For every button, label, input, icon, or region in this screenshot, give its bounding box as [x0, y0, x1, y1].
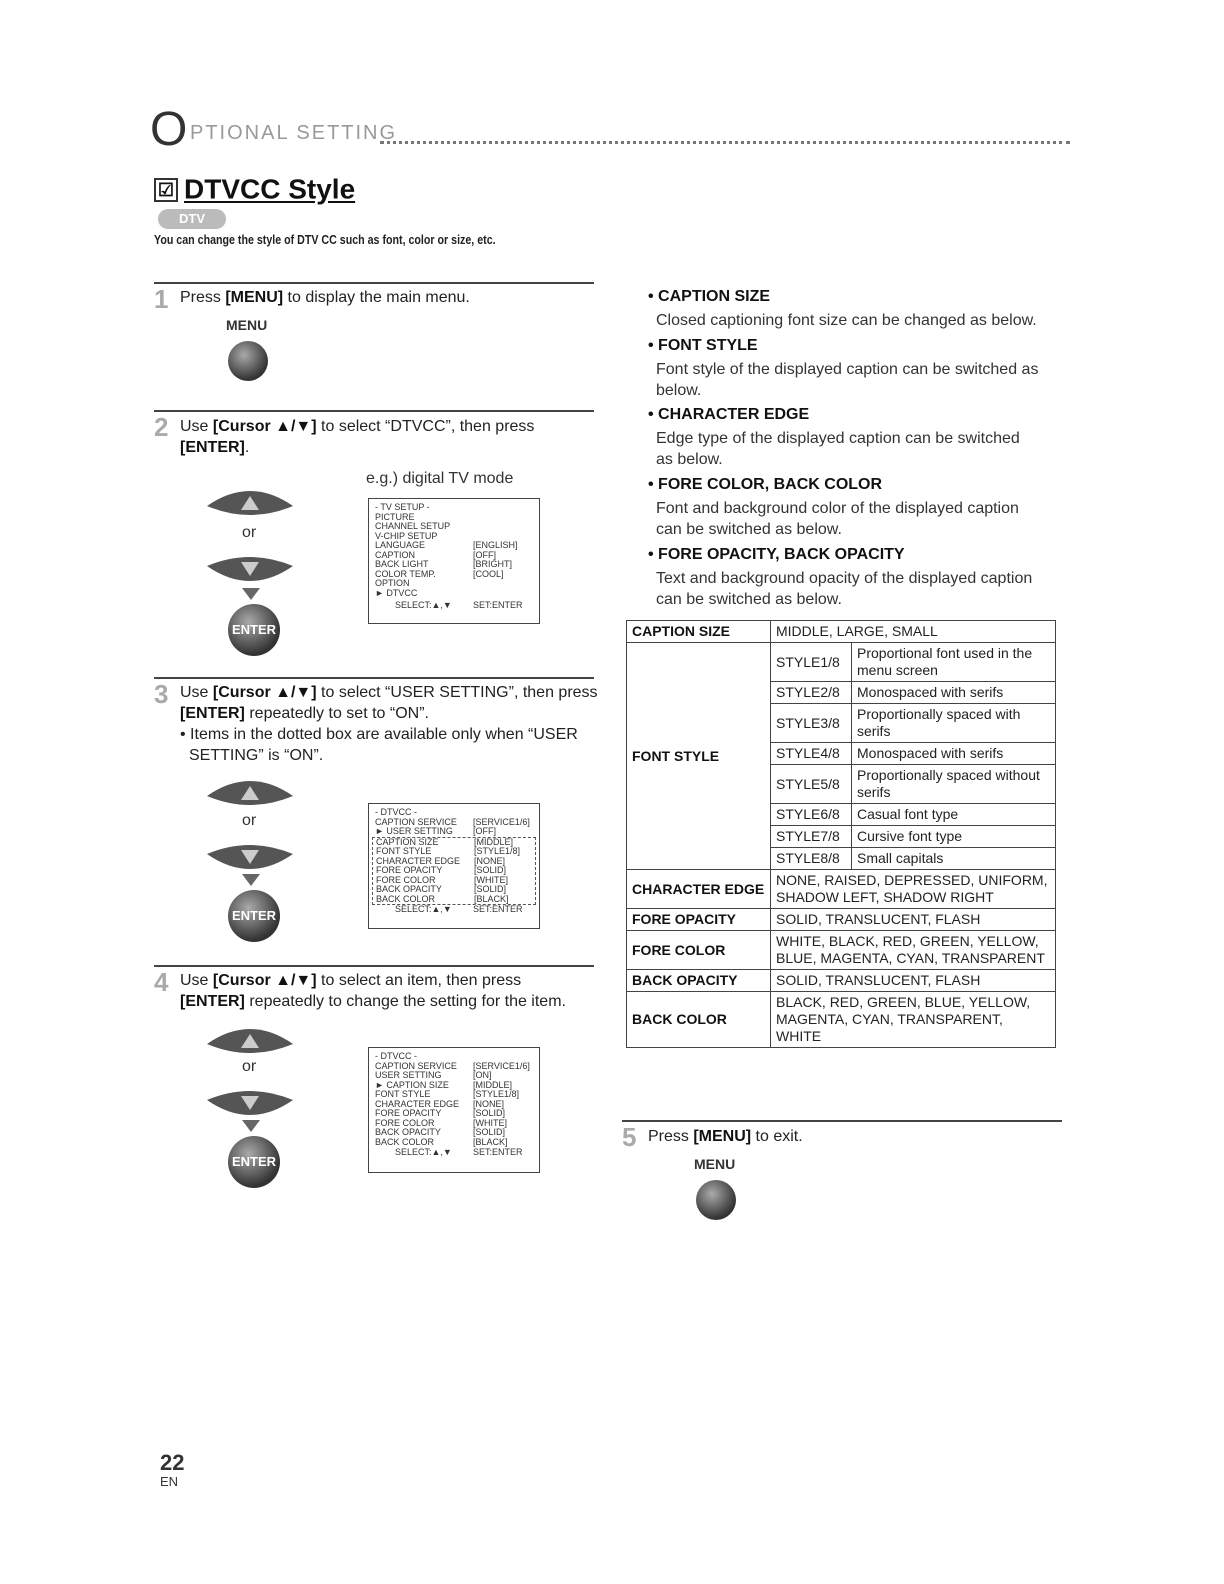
menu-row-label: CAPTION SERVICE — [375, 1060, 457, 1071]
option-heading: • FONT STYLE — [648, 337, 758, 354]
menu-row-value: [WHITE] — [473, 1117, 507, 1128]
menu-row-label: BACK OPACITY — [375, 1127, 441, 1137]
table-row — [627, 621, 1056, 643]
section-initial: O — [150, 103, 188, 156]
menu-row-value: [BLACK] — [474, 893, 509, 904]
menu-row-value: [WHITE] — [474, 874, 508, 885]
menu-row-label: FORE OPACITY — [376, 865, 443, 875]
menu-footer-set: SET:ENTER — [473, 904, 523, 914]
character-edge-values — [771, 870, 1056, 909]
intro-text: You can change the style of DTV CC such as font, color or size, etc. — [154, 232, 496, 247]
step1-menu-key: [MENU] — [225, 289, 284, 306]
step2-rule — [154, 410, 594, 412]
font-style-description: Casual font type — [852, 804, 1056, 826]
back-color-values-line1: BLACK, RED, GREEN, BLUE, YELLOW, — [776, 994, 1031, 1010]
back-color-values — [771, 992, 1056, 1048]
row-header-back-color: BACK COLOR — [627, 992, 771, 1048]
page-language: EN — [160, 1474, 179, 1489]
menu-row-label: COLOR TEMP. — [375, 568, 436, 579]
menu-row-value: [SOLID] — [473, 1108, 506, 1118]
tv-setup-menu-screen — [368, 498, 540, 624]
step5-number: 5 — [622, 1122, 637, 1152]
menu-footer — [375, 905, 533, 915]
step2-text — [180, 416, 534, 458]
step1-text-post: to display the main menu. — [283, 289, 470, 306]
font-style-code: STYLE2/8 — [771, 682, 852, 704]
menu-row-value: [MIDDLE] — [473, 1079, 513, 1090]
fore-color-values-line1: WHITE, BLACK, RED, GREEN, YELLOW, — [776, 933, 1039, 949]
menu-row-label: OPTION — [375, 578, 410, 588]
font-style-code: STYLE1/8 — [771, 643, 852, 682]
option-heading: • CAPTION SIZE — [648, 288, 771, 305]
arrow-down-icon — [242, 1120, 260, 1132]
step2-cursor-key: [Cursor ▲/▼] — [212, 418, 317, 435]
step5-text-post: to exit. — [751, 1128, 803, 1145]
menu-row-value: [OFF] — [473, 549, 496, 560]
page-number: 22 — [160, 1450, 185, 1475]
step3-line2-post: repeatedly to set to “ON”. — [244, 705, 429, 722]
fore-color-values-line2: BLUE, MAGENTA, CYAN, TRANSPARENT — [776, 950, 1045, 966]
option-description-line: can be switched as below. — [656, 521, 842, 538]
menu-row — [375, 827, 533, 837]
font-style-description: Proportional font used in the menu screen — [852, 643, 1056, 682]
menu-row-label: CHANNEL SETUP — [375, 521, 451, 531]
step1-number: 1 — [154, 284, 169, 314]
page-title-text: DTVCC Style — [184, 173, 356, 205]
dtvcc-menu-screen-on — [368, 1047, 540, 1173]
menu-footer-set: SET:ENTER — [473, 1147, 523, 1157]
back-opacity-values: SOLID, TRANSLUCENT, FLASH — [771, 970, 1056, 992]
menu-row-value: [STYLE1/8] — [474, 846, 521, 856]
step3-number: 3 — [154, 679, 169, 709]
option-description — [656, 359, 1038, 401]
enter-button-icon: ENTER — [228, 1136, 280, 1188]
row-header-caption-size: CAPTION SIZE — [627, 621, 771, 643]
menu-row-value: [ON] — [473, 1070, 492, 1080]
menu-row-label: CAPTION SERVICE — [375, 816, 457, 827]
step3-enter-key: [ENTER] — [180, 705, 245, 722]
step3-line1-post: to select “USER SETTING”, then press — [316, 684, 598, 701]
menu-row-label: BACK COLOR — [375, 1136, 435, 1147]
menu-row-value: [SOLID] — [474, 884, 507, 894]
menu-row-value: [SOLID] — [473, 1127, 506, 1137]
font-style-description: Cursive font type — [852, 826, 1056, 848]
option-description-line: Font and background color of the displayed caption — [656, 500, 1019, 517]
menu-row-label: CAPTION SIZE — [376, 836, 439, 847]
or-text: or — [242, 1058, 257, 1075]
menu-row-label: ► USER SETTING — [375, 826, 453, 836]
row-header-fore-opacity: FORE OPACITY — [627, 909, 771, 931]
menu-row-label: - DTVCC - — [375, 807, 417, 817]
step5-rule — [622, 1120, 1062, 1122]
step5-text — [648, 1126, 803, 1147]
menu-row-value: [BLACK] — [473, 1136, 508, 1147]
step4-line2-post: repeatedly to change the setting for the item. — [244, 993, 566, 1010]
step1-rule — [154, 282, 594, 284]
font-style-description: Proportionally spaced with serifs — [852, 704, 1056, 743]
menu-button-icon — [228, 341, 268, 381]
menu-row-label: FORE COLOR — [375, 1117, 435, 1128]
menu-row-label: CAPTION — [375, 549, 416, 560]
menu-row-value: [MIDDLE] — [474, 836, 514, 847]
menu-row-label: LANGUAGE — [375, 540, 426, 550]
step1-text-pre: Press — [180, 289, 226, 306]
menu-row — [376, 895, 532, 905]
or-text: or — [242, 812, 257, 829]
step2-number: 2 — [154, 412, 169, 442]
menu-row-label: CHARACTER EDGE — [375, 1098, 460, 1109]
step3-text — [180, 682, 598, 766]
menu-row-value: [BRIGHT] — [473, 559, 513, 569]
cursor-down-button-icon — [205, 832, 295, 876]
menu-button-label: MENU — [226, 317, 268, 333]
arrow-down-icon — [242, 588, 260, 600]
menu-row-label: USER SETTING — [375, 1070, 442, 1080]
section-dotted-rule — [380, 141, 1070, 144]
character-edge-values-line1: NONE, RAISED, DEPRESSED, UNIFORM, — [776, 872, 1048, 888]
dtvcc-menu-head-rows — [375, 808, 533, 837]
option-description-line: Closed captioning font size can be changed as below. — [656, 312, 1037, 329]
table-row — [627, 909, 1056, 931]
menu-row-label: FONT STYLE — [376, 846, 432, 856]
menu-footer — [375, 1148, 533, 1158]
step4-enter-key: [ENTER] — [180, 993, 245, 1010]
fore-color-values — [771, 931, 1056, 970]
step2-line1-post: to select “DTVCC”, then press — [316, 418, 535, 435]
menu-row-label: FORE OPACITY — [375, 1108, 442, 1118]
menu-row-label: - TV SETUP - — [375, 502, 430, 512]
back-color-values-line2: MAGENTA, CYAN, TRANSPARENT, WHITE — [776, 1011, 1003, 1044]
tv-setup-menu-rows — [375, 503, 533, 598]
font-style-code: STYLE6/8 — [771, 804, 852, 826]
menu-footer-select: SELECT:▲,▼ — [395, 600, 452, 610]
step2-enter-key: [ENTER] — [180, 439, 245, 456]
row-header-character-edge: CHARACTER EDGE — [627, 870, 771, 909]
menu-row-label: ► DTVCC — [375, 587, 418, 598]
option-description-line: as below. — [656, 451, 723, 468]
row-header-fore-color: FORE COLOR — [627, 931, 771, 970]
font-style-description: Monospaced with serifs — [852, 743, 1056, 765]
page-title — [154, 172, 355, 206]
menu-row-label: - DTVCC - — [375, 1051, 417, 1061]
step4-line1-post: to select an item, then press — [316, 972, 522, 989]
menu-row-label: FONT STYLE — [375, 1089, 431, 1099]
option-description — [656, 428, 1020, 470]
section-header — [150, 103, 1070, 156]
menu-row-value: [NONE] — [474, 855, 506, 866]
menu-row-label: CHARACTER EDGE — [376, 855, 461, 866]
menu-row-value: [OFF] — [473, 826, 496, 836]
step5-text-pre: Press — [648, 1128, 694, 1145]
step4-cursor-key: [Cursor ▲/▼] — [212, 972, 317, 989]
option-description — [656, 310, 1037, 331]
dotted-box-user-items — [372, 837, 536, 906]
step4-number: 4 — [154, 967, 169, 997]
step5-menu-key: [MENU] — [693, 1128, 752, 1145]
font-style-code: STYLE5/8 — [771, 765, 852, 804]
menu-row-label: BACK OPACITY — [376, 884, 442, 894]
step2-line1-pre: Use — [180, 418, 213, 435]
step3-rule — [154, 677, 594, 679]
option-description-line: Edge type of the displayed caption can be switched — [656, 430, 1020, 447]
font-style-rows — [627, 643, 1056, 870]
table-row — [627, 970, 1056, 992]
fore-opacity-values: SOLID, TRANSLUCENT, FLASH — [771, 909, 1056, 931]
cursor-down-button-icon — [205, 1078, 295, 1122]
font-style-description: Small capitals — [852, 848, 1056, 870]
font-style-code: STYLE8/8 — [771, 848, 852, 870]
dtv-badge: DTV — [158, 209, 226, 229]
option-heading: • FORE COLOR, BACK COLOR — [648, 476, 883, 493]
step3-note-line2: SETTING” is “ON”. — [189, 747, 324, 764]
dtvcc-menu-rows — [375, 1052, 533, 1147]
menu-row-value: [SOLID] — [474, 865, 507, 875]
row-header-back-opacity: BACK OPACITY — [627, 970, 771, 992]
menu-button-icon — [696, 1180, 736, 1220]
menu-row-label: ► CAPTION SIZE — [375, 1079, 449, 1090]
cursor-down-button-icon — [205, 544, 295, 588]
menu-row-value: [NONE] — [473, 1098, 505, 1109]
font-style-description: Monospaced with serifs — [852, 682, 1056, 704]
option-heading: • FORE OPACITY, BACK OPACITY — [648, 546, 905, 563]
or-text: or — [242, 524, 257, 541]
menu-row — [375, 1138, 533, 1148]
option-description — [656, 568, 1032, 610]
enter-button-icon: ENTER — [228, 890, 280, 942]
dtvcc-options-table — [626, 620, 1056, 1048]
menu-button-label: MENU — [694, 1156, 736, 1172]
row-header-font-style: FONT STYLE — [627, 643, 771, 870]
menu-footer-set: SET:ENTER — [473, 600, 523, 610]
section-title: PTIONAL SETTING — [190, 122, 398, 144]
eg-caption: e.g.) digital TV mode — [366, 470, 514, 487]
step3-cursor-key: [Cursor ▲/▼] — [212, 684, 317, 701]
step4-line1-pre: Use — [180, 972, 213, 989]
option-description-line: below. — [656, 382, 702, 399]
table-row — [627, 992, 1056, 1048]
option-description — [656, 498, 1019, 540]
font-style-code: STYLE3/8 — [771, 704, 852, 743]
cursor-up-button-icon — [205, 484, 295, 528]
menu-row-label: BACK COLOR — [376, 893, 436, 904]
font-style-code: STYLE7/8 — [771, 826, 852, 848]
menu-row-label: FORE COLOR — [376, 874, 436, 885]
step2-line2-post: . — [244, 439, 250, 456]
enter-button-icon: ENTER — [228, 604, 280, 656]
menu-footer-select: SELECT:▲,▼ — [395, 904, 452, 914]
menu-row-value: [SERVICE1/6] — [473, 816, 530, 827]
checkbox-icon: ☑ — [154, 178, 178, 202]
caption-size-values: MIDDLE, LARGE, SMALL — [771, 621, 1056, 643]
table-row — [627, 870, 1056, 909]
menu-row-label: V-CHIP SETUP — [375, 530, 438, 541]
dtvcc-menu-screen-off — [368, 803, 540, 929]
menu-row — [375, 589, 533, 599]
font-style-description: Proportionally spaced without serifs — [852, 765, 1056, 804]
option-description-line: Text and background opacity of the displayed caption — [656, 570, 1033, 587]
table-row — [627, 931, 1056, 970]
step3-note-line1: • Items in the dotted box are available only when “USER — [180, 726, 578, 743]
option-heading: • CHARACTER EDGE — [648, 406, 810, 423]
step1-text — [180, 287, 470, 308]
menu-row-label: BACK LIGHT — [375, 559, 429, 569]
font-style-code: STYLE4/8 — [771, 743, 852, 765]
menu-row-label: PICTURE — [375, 511, 415, 522]
option-description-line: can be switched as below. — [656, 591, 842, 608]
step4-text — [180, 970, 566, 1012]
step3-line1-pre: Use — [180, 684, 213, 701]
option-description-line: Font style of the displayed caption can be switched as — [656, 361, 1039, 378]
menu-footer — [375, 601, 533, 611]
character-edge-values-line2: SHADOW LEFT, SHADOW RIGHT — [776, 889, 994, 905]
step4-rule — [154, 965, 594, 967]
menu-row-value: [COOL] — [473, 568, 504, 579]
menu-row-value: [STYLE1/8] — [473, 1089, 520, 1099]
menu-footer-select: SELECT:▲,▼ — [395, 1147, 452, 1157]
menu-row-value: [SERVICE1/6] — [473, 1060, 530, 1071]
arrow-down-icon — [242, 874, 260, 886]
menu-row-value: [ENGLISH] — [473, 540, 518, 550]
table-row — [627, 643, 1056, 682]
